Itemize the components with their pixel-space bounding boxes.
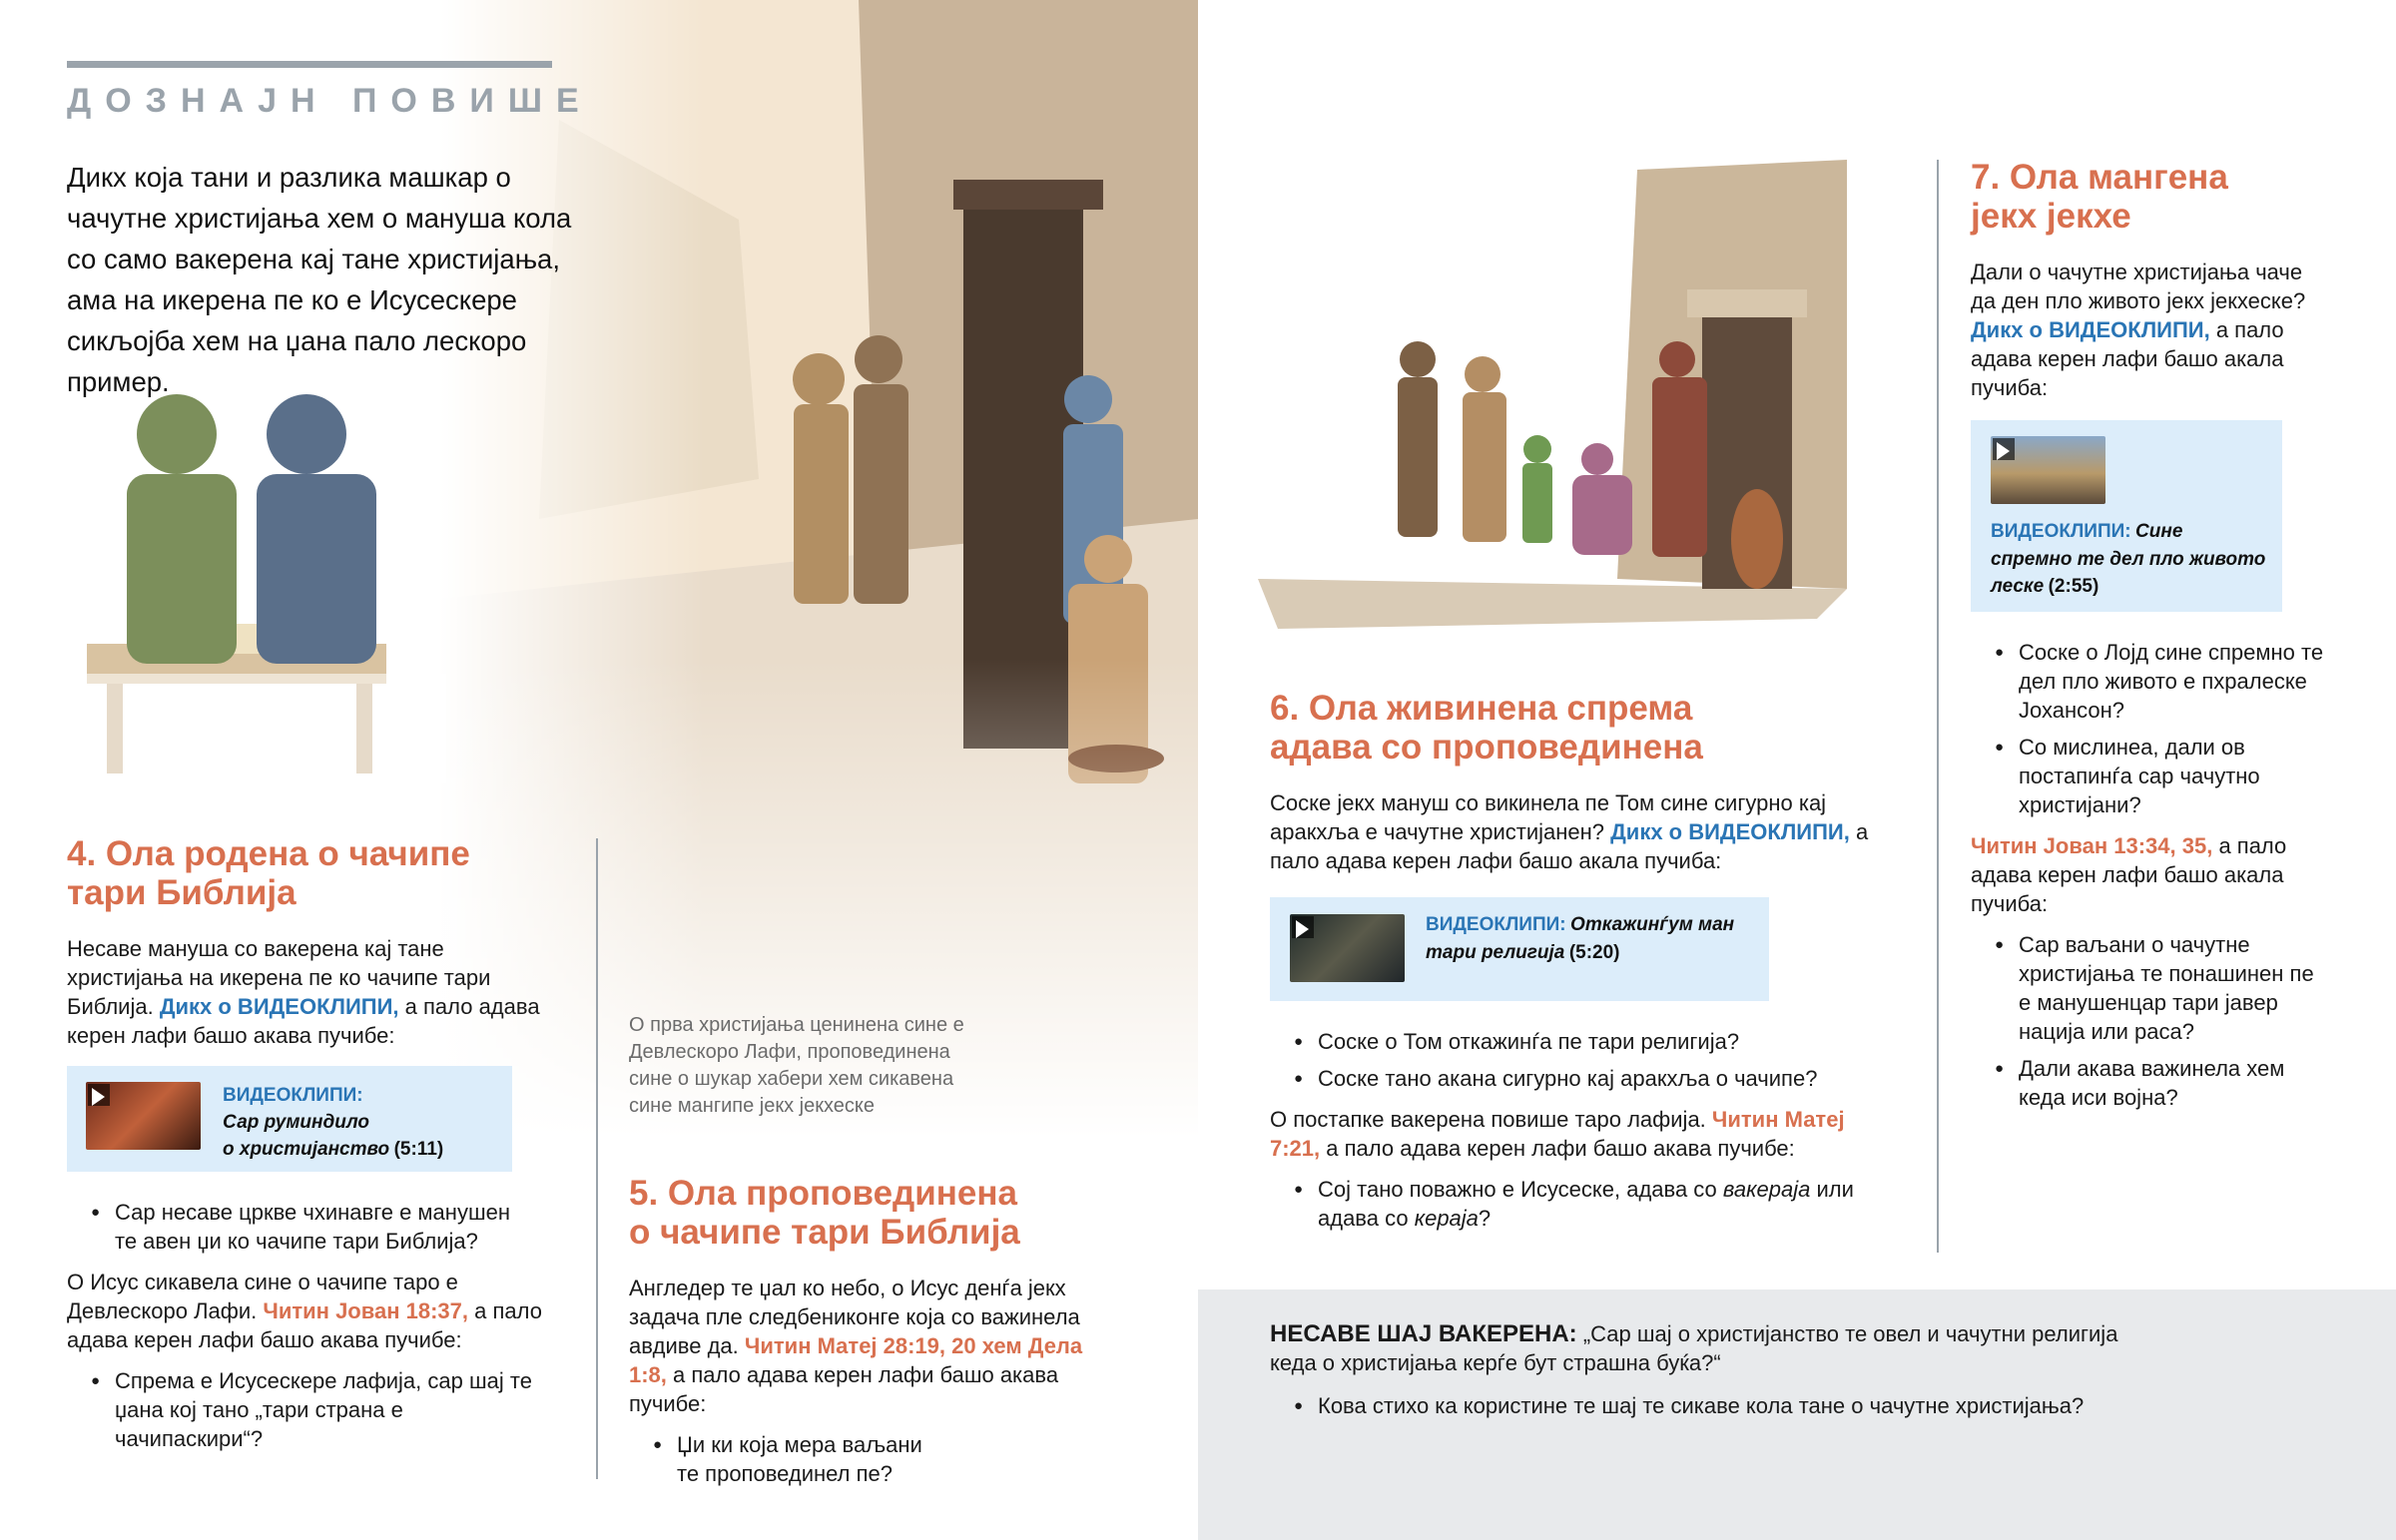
section-7-questions [1971, 638, 2330, 819]
header-accent-rule [67, 61, 552, 68]
illustration-caption: О прва христијања ценинена сине е Девлескоро Лафи, проповединена сине о шукар хабери хем сикавена сине мангипе јекх јекхеске [629, 1014, 964, 1117]
section-kicker: ДОЗНАЈН ПОВИШЕ [67, 82, 593, 120]
scripture-reference[interactable]: Читин Јован 18:37, [263, 1298, 468, 1323]
watch-video-link[interactable]: Дикх о ВИДЕОКЛИПИ, [1971, 317, 2210, 342]
video-thumbnail[interactable] [1991, 436, 2105, 504]
video-card[interactable]: ВИДЕОКЛИПИ: Откажинѓум ман тари религија (5:20) [1270, 897, 1769, 1001]
section-5 [629, 1174, 1118, 1496]
section-5-paragraph: Англедер те џал ко небо, о Исус денѓа јекх задача пле следбениконге која со важинела авдиве да. Читин Матеј 28:19, 20 хем Дела 1:8, а пало адава керен лафи башо акава пучибе: [629, 1276, 1083, 1416]
section-5-questions [629, 1430, 948, 1488]
video-thumbnail[interactable] [86, 1082, 201, 1150]
video-card[interactable]: ВИДЕОКЛИПИ: Сар руминдило о христијанство (5:11) [67, 1066, 512, 1172]
list-item: ● Сар несаве цркве чхинавге е манушен те авен џи ко чачипе тари Библија? [67, 1198, 536, 1256]
men-reading-scroll-illustration [67, 374, 446, 783]
section-7-paragraph-2: Читин Јован 13:34, 35, а пало адава керен лафи башо акала пучиба: [1971, 833, 2287, 916]
list-item: ● Сој тано поважно е Исусеске, адава со вакераја или адава со кераја? [1270, 1175, 1869, 1233]
list-item: ● Соске о Лојд сине спремно те дел пло живото е пхралеске Јохансон? [1971, 638, 2330, 725]
list-item: ● Соске о Том откажинѓа пе тари религија? [1270, 1027, 1869, 1056]
column-divider [596, 838, 598, 1479]
play-icon [1997, 442, 2010, 460]
list-item: ● Спрема е Исусескере лафија, сар шај те џана кој тано „тари страна е чачипаскири“? [67, 1366, 536, 1453]
section-7-heading: 7. Ола мангена јекх јекхе [1971, 158, 2228, 236]
list-item: ● Дали акава важинела хем кеда иси војна? [1971, 1054, 2330, 1112]
section-6-heading: 6. Ола живинена спрема адава со проповединена [1270, 689, 1703, 767]
section-7 [1971, 158, 2330, 1120]
objection-questions [1270, 1391, 2268, 1428]
section-6-questions [1270, 1027, 1869, 1093]
section-4-heading: 4. Ола родена о чачипе тари Библија [67, 834, 470, 912]
play-icon [1296, 920, 1309, 938]
list-item: ● Со мислинеа, дали ов постапинѓа сар чачутно христијани? [1971, 733, 2330, 819]
objection-label: НЕСАВЕ ШАЈ ВАКЕРЕНА: [1270, 1320, 1577, 1347]
section-7-paragraph: Дали о чачутне христијања чаче да ден пло живото јекх јекхеске? Дикх о ВИДЕОКЛИПИ, а пало адава керен лафи башо акала пучиба: [1971, 259, 2306, 400]
intro-paragraph: Дикх која тани и разлика машкар о чачутне христијања хем о мануша кола со само вакерена кај тане христијања, ама на икерена пе ко е Исусескере сикљојба хем на џана пало лескоро пример. [67, 162, 572, 397]
section-6 [1270, 689, 1869, 1241]
section-4-questions-2 [67, 1366, 536, 1453]
family-hospitality-illustration [1258, 160, 1847, 629]
list-item: ● Кова стихо ка користине те шај те сикаве кола тане о чачутне христијања? [1270, 1391, 2268, 1420]
scripture-reference[interactable]: Читин Јован 13:34, 35, [1971, 833, 2213, 858]
play-icon [92, 1088, 105, 1106]
section-4-paragraph-2: О Исус сикавела сине о чачипе таро е Девлескоро Лафи. Читин Јован 18:37, а пало адава керен лафи башо акава пучибе: [67, 1270, 542, 1352]
list-item: ● Соске тано акана сигурно кај аракхља о чачипе? [1270, 1064, 1869, 1093]
list-item: ● Џи ки која мера ваљани те проповединел пе? [629, 1430, 948, 1488]
section-4-paragraph: Несаве мануша со вакерена кај тане христијања на икерена пе ко чачипе тари Библија. Дикх о ВИДЕОКЛИПИ, а пало адава керен лафи башо акава пучибе: [67, 936, 540, 1048]
section-4-questions [67, 1198, 536, 1256]
section-6-paragraph: Соске јекх мануш со викинела пе Том сине сигурно кај аракхља е чачутне христијанен? Дикх о ВИДЕОКЛИПИ, а пало адава керен лафи башо акала пучиба: [1270, 790, 1869, 873]
section-4 [67, 834, 566, 1461]
video-card[interactable]: ВИДЕОКЛИПИ: Сине спремно те дел пло живото леске (2:55) [1971, 420, 2282, 612]
section-5-heading: 5. Ола проповединена о чачипе тари Библија [629, 1174, 1020, 1252]
video-thumbnail[interactable] [1290, 914, 1405, 982]
scripture-reference[interactable]: Читин Матеј 28:19, 20 хем Дела 1:8, [629, 1333, 1083, 1387]
scripture-reference[interactable]: Читин Матеј 7:21, [1270, 1107, 1845, 1161]
section-6-questions-2 [1270, 1175, 1869, 1233]
column-divider [1937, 160, 1939, 1253]
section-7-questions-2 [1971, 930, 2330, 1112]
watch-video-link[interactable]: Дикх о ВИДЕОКЛИПИ, [159, 994, 399, 1019]
objection-panel [1198, 1289, 2396, 1540]
section-6-paragraph-2: О постапке вакерена повише таро лафија. Читин Матеј 7:21, а пало адава керен лафи башо акава пучибе: [1270, 1107, 1845, 1161]
objection-text: НЕСАВЕ ШАЈ ВАКЕРЕНА: „Сар шај о христијанство те овел и чачутни религија кеда о христијања керѓе бут страшна буќа?“ [1270, 1320, 2118, 1375]
list-item: ● Сар ваљани о чачутне христијања те понашинен пе е манушенцар тари јавер нација или раса? [1971, 930, 2330, 1046]
watch-video-link[interactable]: Дикх о ВИДЕОКЛИПИ, [1610, 819, 1850, 844]
